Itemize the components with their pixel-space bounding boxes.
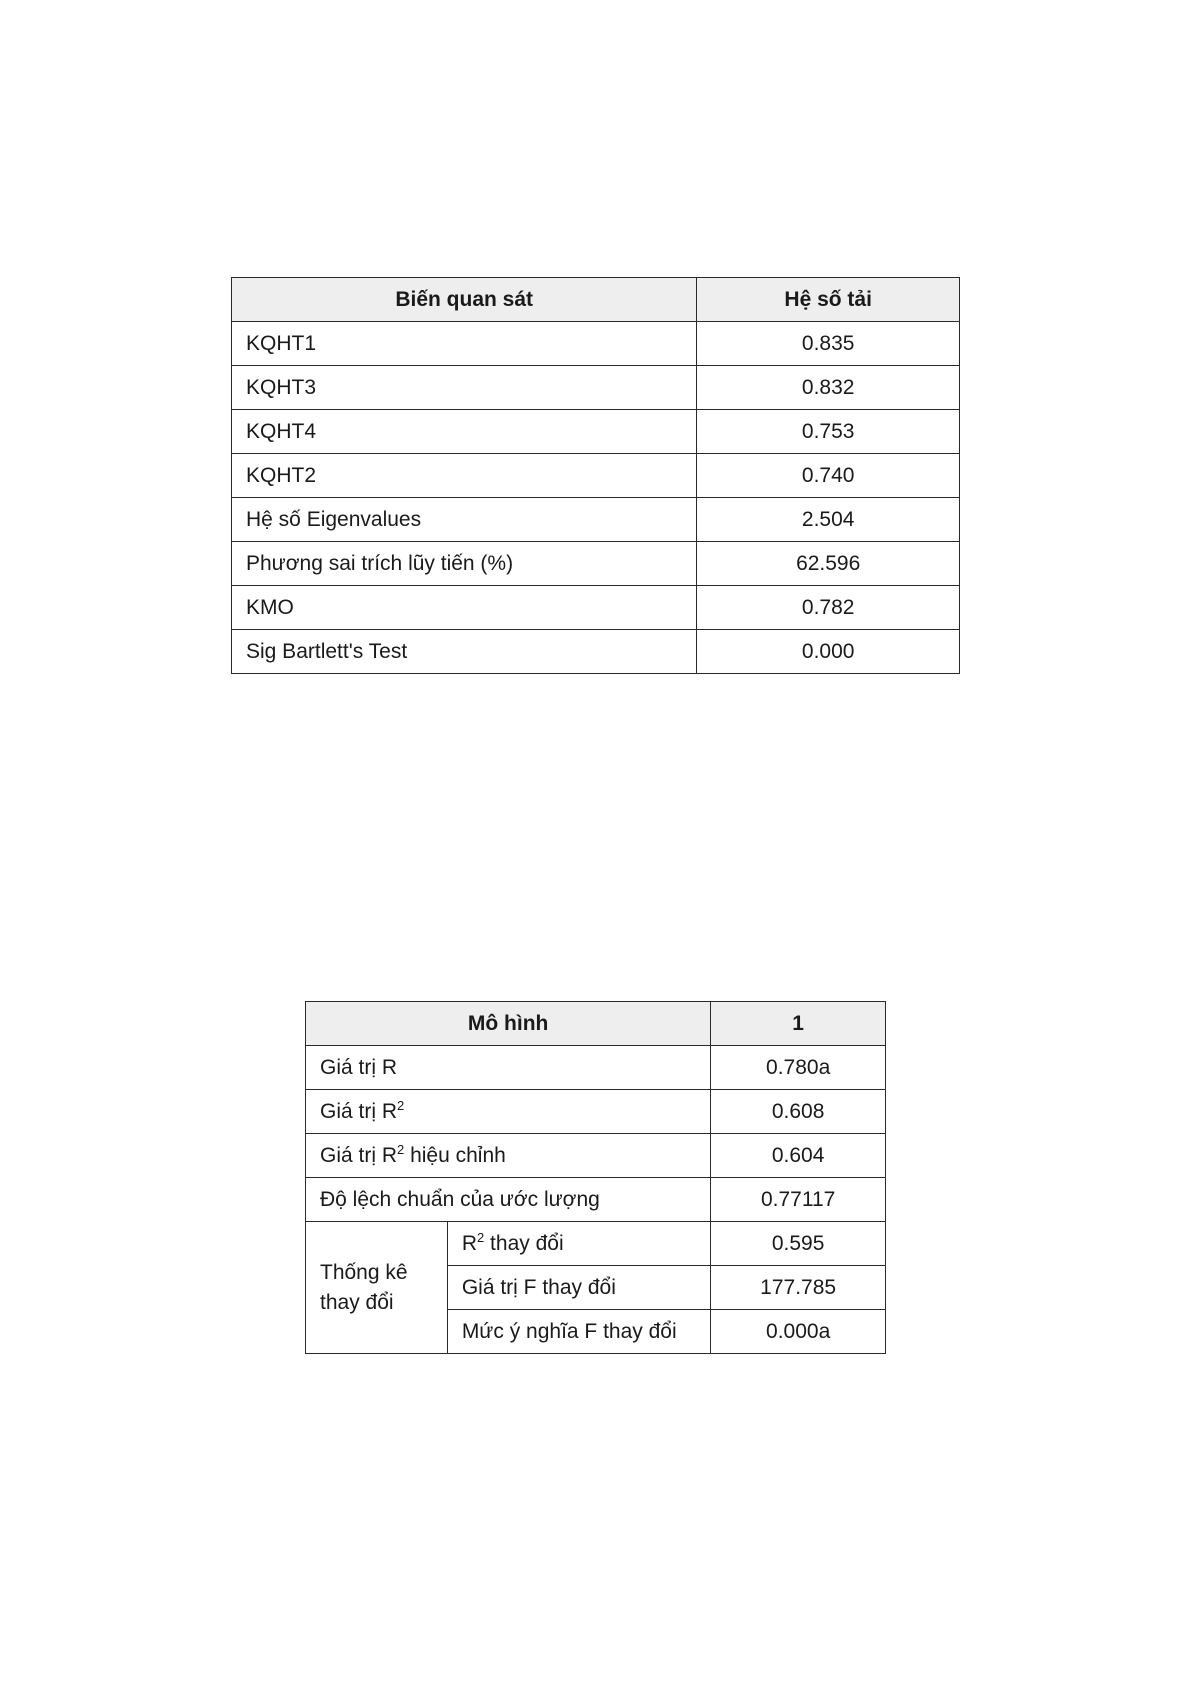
label-text: Giá trị R <box>320 1143 398 1167</box>
table-row <box>232 498 960 542</box>
row-label: KQHT4 <box>232 410 697 454</box>
row-value: 0.000 <box>697 630 960 674</box>
label-text: R <box>461 1231 477 1255</box>
table-row <box>232 410 960 454</box>
row-label: KMO <box>232 586 697 630</box>
table-row <box>306 1134 886 1178</box>
row-value: 0.832 <box>697 366 960 410</box>
row-value: 0.000a <box>711 1310 886 1354</box>
row-value: 0.780a <box>711 1046 886 1090</box>
row-value: 0.782 <box>697 586 960 630</box>
row-label <box>306 1046 711 1090</box>
row-value: 0.740 <box>697 454 960 498</box>
row-value: 62.596 <box>697 542 960 586</box>
table-row <box>232 454 960 498</box>
factor-loading-table <box>231 277 960 674</box>
row-value: 0.595 <box>711 1222 886 1266</box>
column-header: 1 <box>711 1002 886 1046</box>
row-label: KQHT2 <box>232 454 697 498</box>
table-row <box>232 586 960 630</box>
row-label <box>306 1134 711 1178</box>
row-label: Phương sai trích lũy tiến (%) <box>232 542 697 586</box>
label-text-suffix: thay đổi <box>484 1231 564 1255</box>
superscript: 2 <box>397 1141 405 1157</box>
row-label <box>447 1222 710 1266</box>
row-value: 0.753 <box>697 410 960 454</box>
table-row <box>306 1178 886 1222</box>
row-label: Sig Bartlett's Test <box>232 630 697 674</box>
row-label <box>306 1178 711 1222</box>
row-label <box>306 1090 711 1134</box>
label-text: Mức ý nghĩa F thay đổi <box>461 1319 677 1343</box>
row-value: 0.77117 <box>711 1178 886 1222</box>
table-header-row <box>232 278 960 322</box>
group-label-line: thay đổi <box>320 1290 394 1314</box>
group-label-line: Thống kê <box>320 1260 408 1284</box>
label-text: Độ lệch chuẩn của ước lượng <box>320 1187 600 1211</box>
row-label: Hệ số Eigenvalues <box>232 498 697 542</box>
table-row <box>306 1046 886 1090</box>
table-row <box>306 1090 886 1134</box>
table-row <box>232 542 960 586</box>
table-header-row <box>306 1002 886 1046</box>
label-text: Giá trị R <box>320 1055 398 1079</box>
row-value: 0.604 <box>711 1134 886 1178</box>
table-row <box>232 630 960 674</box>
row-value: 2.504 <box>697 498 960 542</box>
row-value: 0.608 <box>711 1090 886 1134</box>
group-label <box>306 1222 448 1354</box>
model-summary-table <box>305 1001 886 1354</box>
row-label: KQHT1 <box>232 322 697 366</box>
column-header: Hệ số tải <box>697 278 960 322</box>
column-header: Mô hình <box>306 1002 711 1046</box>
superscript: 2 <box>476 1229 485 1245</box>
row-label: KQHT3 <box>232 366 697 410</box>
row-label <box>447 1310 710 1354</box>
column-header: Biến quan sát <box>232 278 697 322</box>
table-row <box>306 1222 886 1266</box>
table-row <box>232 322 960 366</box>
row-label <box>447 1266 710 1310</box>
label-text: Giá trị R <box>320 1099 398 1123</box>
table-row <box>232 366 960 410</box>
row-value: 177.785 <box>711 1266 886 1310</box>
label-text-suffix: hiệu chỉnh <box>404 1143 506 1167</box>
superscript: 2 <box>397 1097 405 1113</box>
label-text: Giá trị F thay đổi <box>461 1275 616 1299</box>
row-value: 0.835 <box>697 322 960 366</box>
